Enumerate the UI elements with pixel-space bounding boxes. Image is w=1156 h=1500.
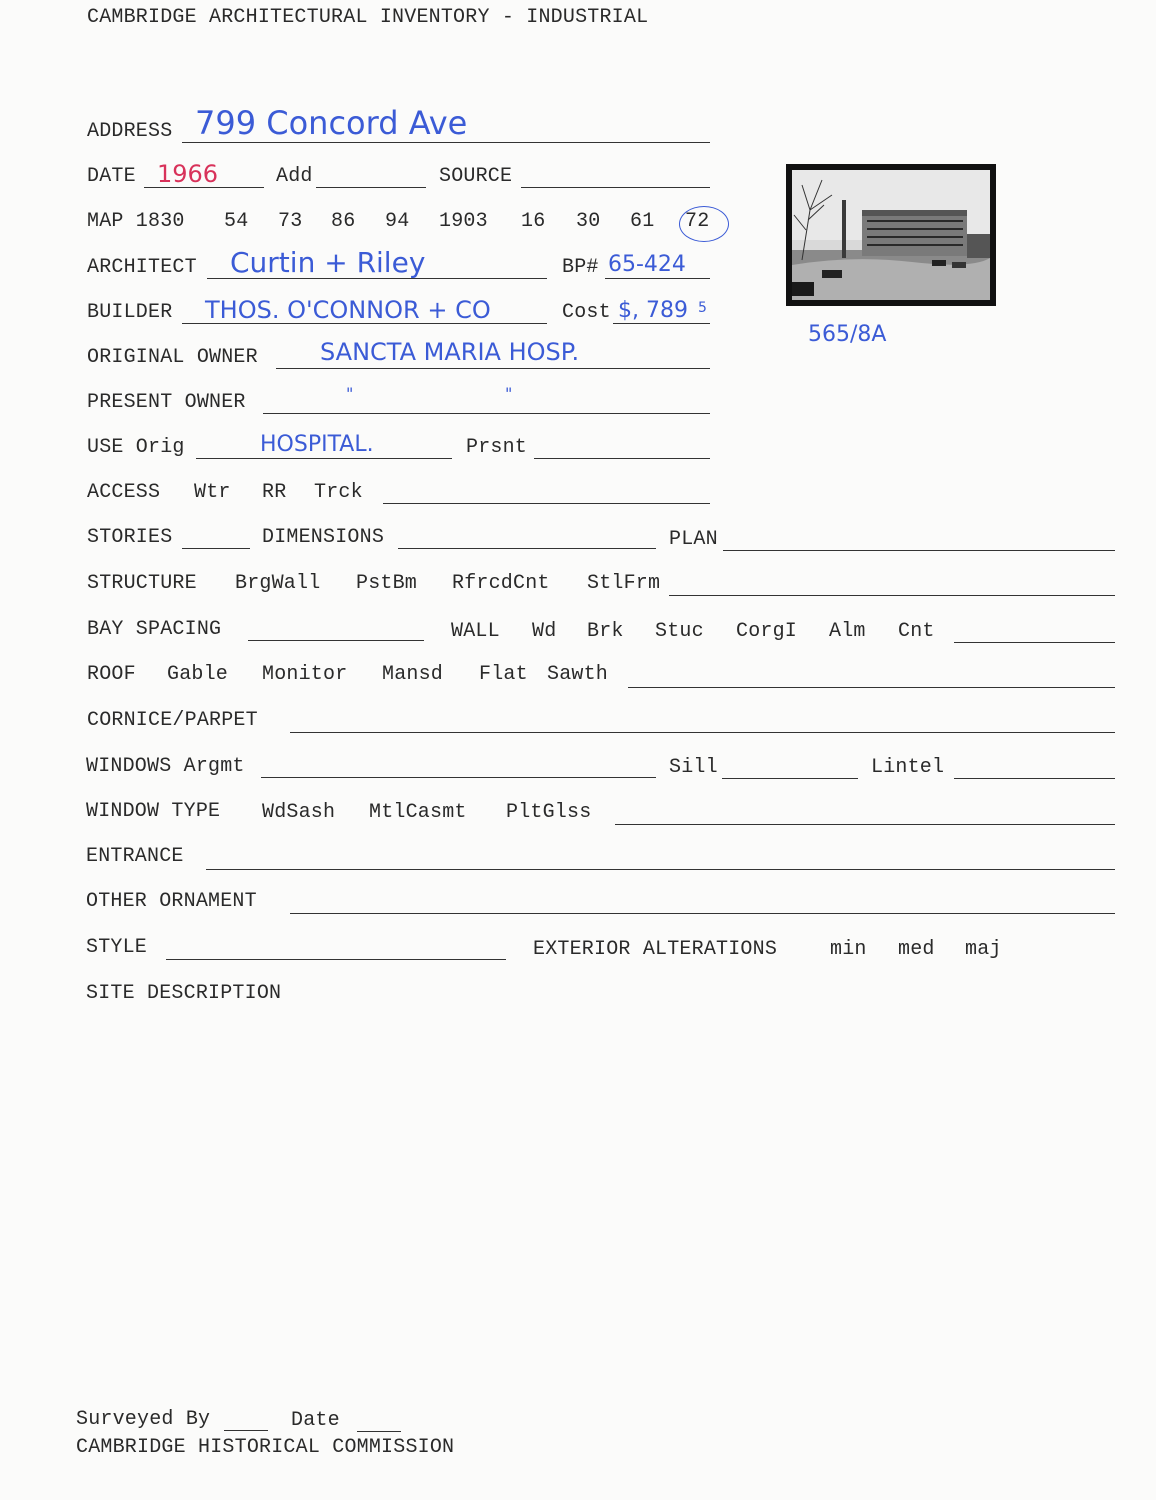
sill-label: Sill <box>669 756 718 779</box>
original-owner-label: ORIGINAL OWNER <box>87 346 258 369</box>
access-label: ACCESS <box>87 481 161 504</box>
window-type-option: PltGlss <box>506 801 592 824</box>
roof-option: Monitor <box>262 663 348 686</box>
style-label: STYLE <box>86 936 148 959</box>
windows-argmt-label: WINDOWS Argmt <box>86 755 245 778</box>
building-photo <box>786 164 996 306</box>
roof-option: Gable <box>167 663 229 686</box>
surveyed-by-line <box>224 1430 268 1431</box>
alteration-option: min <box>830 938 867 961</box>
window-type-label: WINDOW TYPE <box>86 800 221 823</box>
present-owner-ditto: " <box>346 384 354 403</box>
map-year-circle-mark <box>679 206 729 242</box>
footer-date-line <box>357 1431 401 1432</box>
cost-superscript: 5 <box>698 300 707 316</box>
cornice-line <box>290 732 1115 733</box>
bp-line <box>605 278 710 279</box>
map-year: 61 <box>630 210 655 233</box>
add-label: Add <box>276 165 313 188</box>
bay-spacing-label: BAY SPACING <box>87 618 222 641</box>
map-year-selected: 72 <box>685 210 710 233</box>
roof-option: Mansd <box>382 663 444 686</box>
access-option: Wtr <box>194 481 231 504</box>
present-owner-ditto: " <box>505 384 513 403</box>
map-year: 16 <box>521 210 546 233</box>
structure-option: PstBm <box>356 572 418 595</box>
address-line <box>182 142 710 143</box>
access-line <box>383 503 710 504</box>
alteration-option: med <box>898 938 935 961</box>
surveyed-by-label: Surveyed By <box>76 1408 211 1431</box>
map-year: 86 <box>331 210 356 233</box>
form-title: CAMBRIDGE ARCHITECTURAL INVENTORY - INDUSTRIAL <box>87 6 649 29</box>
footer-date-label: Date <box>291 1409 340 1432</box>
roof-label: ROOF <box>87 663 136 686</box>
source-label: SOURCE <box>439 165 513 188</box>
present-owner-line <box>263 413 710 414</box>
windows-argmt-line <box>261 777 656 778</box>
alteration-option: maj <box>965 938 1002 961</box>
bay-spacing-line <box>248 640 424 641</box>
structure-line <box>669 595 1115 596</box>
use-prsnt-line <box>534 458 710 459</box>
wall-option: Wd <box>532 620 557 643</box>
roof-line <box>628 687 1115 688</box>
cost-label: Cost <box>562 301 611 324</box>
use-prsnt-label: Prsnt <box>466 436 528 459</box>
hospital-photo-image <box>792 170 990 300</box>
address-label: ADDRESS <box>87 120 173 143</box>
cost-line <box>613 323 710 324</box>
map-year: 30 <box>576 210 601 233</box>
access-option: Trck <box>314 481 363 504</box>
date-value: 1966 <box>157 160 219 188</box>
builder-value: THOS. O'CONNOR + CO <box>205 296 491 324</box>
lintel-label: Lintel <box>871 756 945 779</box>
map-year: 54 <box>224 210 249 233</box>
sill-line <box>722 778 858 779</box>
window-type-option: MtlCasmt <box>369 801 467 824</box>
entrance-label: ENTRANCE <box>86 845 184 868</box>
window-type-line <box>615 824 1115 825</box>
access-option: RR <box>262 481 287 504</box>
wall-option: Brk <box>587 620 624 643</box>
map-year: 73 <box>278 210 303 233</box>
architect-value: Curtin + Riley <box>230 246 426 279</box>
roof-option: Sawth <box>547 663 609 686</box>
map-label: MAP 1830 <box>87 210 185 233</box>
roof-option: Flat <box>479 663 528 686</box>
cornice-label: CORNICE/PARPET <box>87 709 258 732</box>
other-ornament-line <box>290 913 1115 914</box>
wall-label: WALL <box>451 620 500 643</box>
wall-option: Stuc <box>655 620 704 643</box>
structure-option: StlFrm <box>587 572 661 595</box>
structure-label: STRUCTURE <box>87 572 197 595</box>
commission-name: CAMBRIDGE HISTORICAL COMMISSION <box>76 1436 455 1459</box>
date-label: DATE <box>87 165 136 188</box>
original-owner-line <box>276 368 710 369</box>
cost-value: $, 789 <box>618 298 688 323</box>
wall-option: Cnt <box>898 620 935 643</box>
builder-label: BUILDER <box>87 301 173 324</box>
stories-label: STORIES <box>87 526 173 549</box>
dimensions-label: DIMENSIONS <box>262 526 385 549</box>
present-owner-label: PRESENT OWNER <box>87 391 246 414</box>
stories-line <box>182 548 250 549</box>
structure-option: RfrcdCnt <box>452 572 550 595</box>
entrance-line <box>206 869 1115 870</box>
wall-option: Alm <box>829 620 866 643</box>
exterior-alterations-label: EXTERIOR ALTERATIONS <box>533 938 778 961</box>
map-year: 1903 <box>439 210 488 233</box>
wall-option: CorgI <box>736 620 798 643</box>
other-ornament-label: OTHER ORNAMENT <box>86 890 257 913</box>
add-line <box>316 187 426 188</box>
dimensions-line <box>398 548 656 549</box>
use-orig-value: HOSPITAL. <box>260 432 374 457</box>
bp-value: 65-424 <box>608 252 686 277</box>
lintel-line <box>954 778 1115 779</box>
structure-option: BrgWall <box>235 572 321 595</box>
window-type-option: WdSash <box>262 801 336 824</box>
source-line <box>521 187 710 188</box>
architect-label: ARCHITECT <box>87 256 197 279</box>
plan-label: PLAN <box>669 528 718 551</box>
plan-line <box>723 550 1115 551</box>
use-orig-label: USE Orig <box>87 436 185 459</box>
use-orig-line <box>196 458 452 459</box>
wall-line <box>954 642 1115 643</box>
bp-label: BP# <box>562 256 599 279</box>
site-description-label: SITE DESCRIPTION <box>86 982 282 1005</box>
map-year: 94 <box>385 210 410 233</box>
style-line <box>166 959 506 960</box>
photo-id: 565/8A <box>808 322 887 347</box>
address-value: 799 Concord Ave <box>195 104 468 142</box>
original-owner-value: SANCTA MARIA HOSP. <box>320 338 580 366</box>
